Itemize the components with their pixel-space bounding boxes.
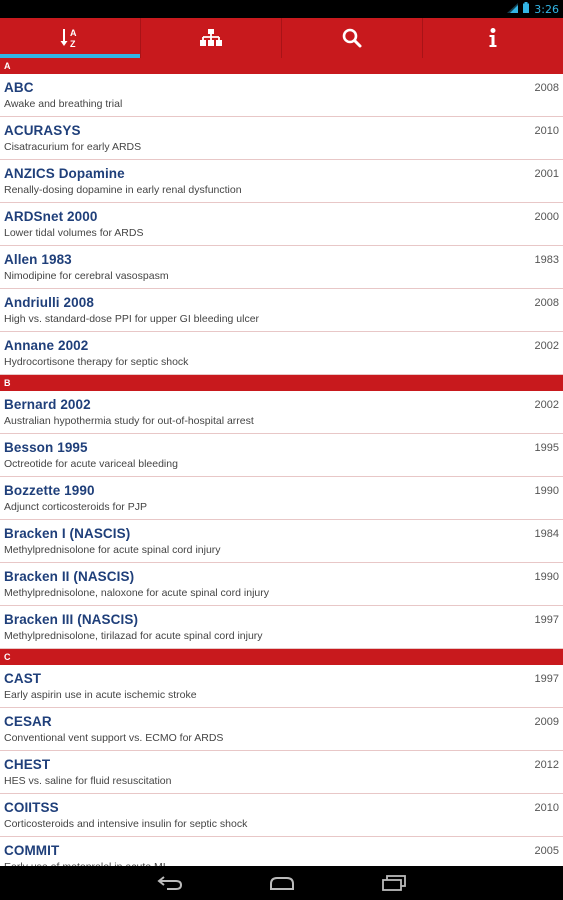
item-subtitle: Corticosteroids and intensive insulin for septic shock: [4, 818, 248, 830]
search-icon: [342, 28, 362, 48]
home-button[interactable]: [265, 871, 299, 895]
list-item[interactable]: [0, 289, 563, 332]
item-subtitle: Early aspirin use in acute ischemic stroke: [4, 689, 197, 701]
item-year: 2008: [534, 297, 559, 309]
tab-categories[interactable]: [141, 18, 282, 58]
item-subtitle: High vs. standard-dose PPI for upper GI bleeding ulcer: [4, 313, 260, 325]
back-icon: [157, 876, 183, 890]
system-nav-bar: [0, 866, 563, 900]
item-title: CHEST: [4, 757, 51, 772]
list-item[interactable]: [0, 794, 563, 837]
tab-alphabetical[interactable]: [0, 18, 141, 58]
list-item[interactable]: [0, 117, 563, 160]
tab-bar: [0, 18, 563, 58]
item-year: 2005: [534, 845, 559, 857]
item-year: 2002: [534, 340, 559, 352]
item-year: 2001: [534, 168, 559, 180]
item-subtitle: Cisatracurium for early ARDS: [4, 141, 142, 153]
item-title: Bracken III (NASCIS): [4, 612, 139, 627]
item-subtitle: Lower tidal volumes for ARDS: [4, 227, 144, 239]
list-item[interactable]: [0, 563, 563, 606]
item-subtitle: Awake and breathing trial: [4, 98, 123, 110]
item-title: CAST: [4, 671, 42, 686]
wifi-icon: [507, 3, 518, 16]
item-year: 1990: [534, 571, 559, 583]
list-item[interactable]: [0, 332, 563, 375]
list-item[interactable]: [0, 477, 563, 520]
section-header-a: A: [0, 58, 563, 74]
item-year: 1990: [534, 485, 559, 497]
tab-search[interactable]: [282, 18, 423, 58]
item-title: ABC: [4, 80, 34, 95]
list-item[interactable]: [0, 665, 563, 708]
item-title: COMMIT: [4, 843, 60, 858]
item-subtitle: Renally-dosing dopamine in early renal dysfunction: [4, 184, 242, 196]
item-subtitle: Conventional vent support vs. ECMO for ARDS: [4, 732, 224, 744]
recents-icon: [381, 875, 407, 891]
tab-info[interactable]: [423, 18, 563, 58]
section-header-c: C: [0, 649, 563, 665]
item-title: Andriulli 2008: [4, 295, 94, 310]
list-item[interactable]: [0, 74, 563, 117]
item-title: Annane 2002: [4, 338, 89, 353]
item-year: 2010: [534, 802, 559, 814]
list-item[interactable]: [0, 160, 563, 203]
item-title: CESAR: [4, 714, 52, 729]
item-year: 2008: [534, 82, 559, 94]
item-year: 2002: [534, 399, 559, 411]
item-subtitle: Methylprednisolone for acute spinal cord injury: [4, 544, 221, 556]
item-year: 2009: [534, 716, 559, 728]
sort-az-icon: [60, 27, 80, 49]
item-year: 1997: [534, 614, 559, 626]
item-subtitle: Hydrocortisone therapy for septic shock: [4, 356, 189, 368]
status-bar: [0, 0, 563, 18]
trial-list[interactable]: [0, 58, 563, 866]
list-item[interactable]: [0, 203, 563, 246]
item-year: 1997: [534, 673, 559, 685]
item-subtitle: Methylprednisolone, tirilazad for acute spinal cord injury: [4, 630, 263, 642]
item-title: Bracken I (NASCIS): [4, 526, 131, 541]
hierarchy-icon: [200, 29, 222, 47]
item-subtitle: Octreotide for acute variceal bleeding: [4, 458, 178, 470]
item-year: 2000: [534, 211, 559, 223]
list-item[interactable]: [0, 434, 563, 477]
item-year: 2010: [534, 125, 559, 137]
item-title: ANZICS Dopamine: [4, 166, 125, 181]
item-title: ARDSnet 2000: [4, 209, 98, 224]
list-item[interactable]: [0, 520, 563, 563]
svg-text:Z: Z: [70, 39, 76, 49]
item-year: 2012: [534, 759, 559, 771]
item-subtitle: HES vs. saline for fluid resuscitation: [4, 775, 172, 787]
item-subtitle: Methylprednisolone, naloxone for acute spinal cord injury: [4, 587, 269, 599]
list-item[interactable]: [0, 391, 563, 434]
battery-icon: [523, 2, 529, 16]
home-icon: [268, 876, 296, 890]
item-subtitle: Nimodipine for cerebral vasospasm: [4, 270, 169, 282]
section-header-b: B: [0, 375, 563, 391]
item-title: ACURASYS: [4, 123, 81, 138]
item-year: 1984: [534, 528, 559, 540]
item-title: Bernard 2002: [4, 397, 91, 412]
clock: 3:26: [534, 2, 559, 16]
item-subtitle: Adjunct corticosteroids for PJP: [4, 501, 147, 513]
list-item[interactable]: [0, 606, 563, 649]
list-item[interactable]: [0, 751, 563, 794]
item-year: 1995: [534, 442, 559, 454]
list-item[interactable]: [0, 708, 563, 751]
item-title: COIITSS: [4, 800, 59, 815]
back-button[interactable]: [153, 871, 187, 895]
item-year: 1983: [534, 254, 559, 266]
list-item[interactable]: [0, 246, 563, 289]
svg-text:A: A: [70, 28, 77, 38]
item-title: Bracken II (NASCIS): [4, 569, 135, 584]
item-title: Besson 1995: [4, 440, 88, 455]
info-icon: [488, 28, 498, 48]
item-title: Allen 1983: [4, 252, 72, 267]
item-subtitle: Australian hypothermia study for out-of-hospital arrest: [4, 415, 254, 427]
recents-button[interactable]: [377, 871, 411, 895]
item-title: Bozzette 1990: [4, 483, 95, 498]
